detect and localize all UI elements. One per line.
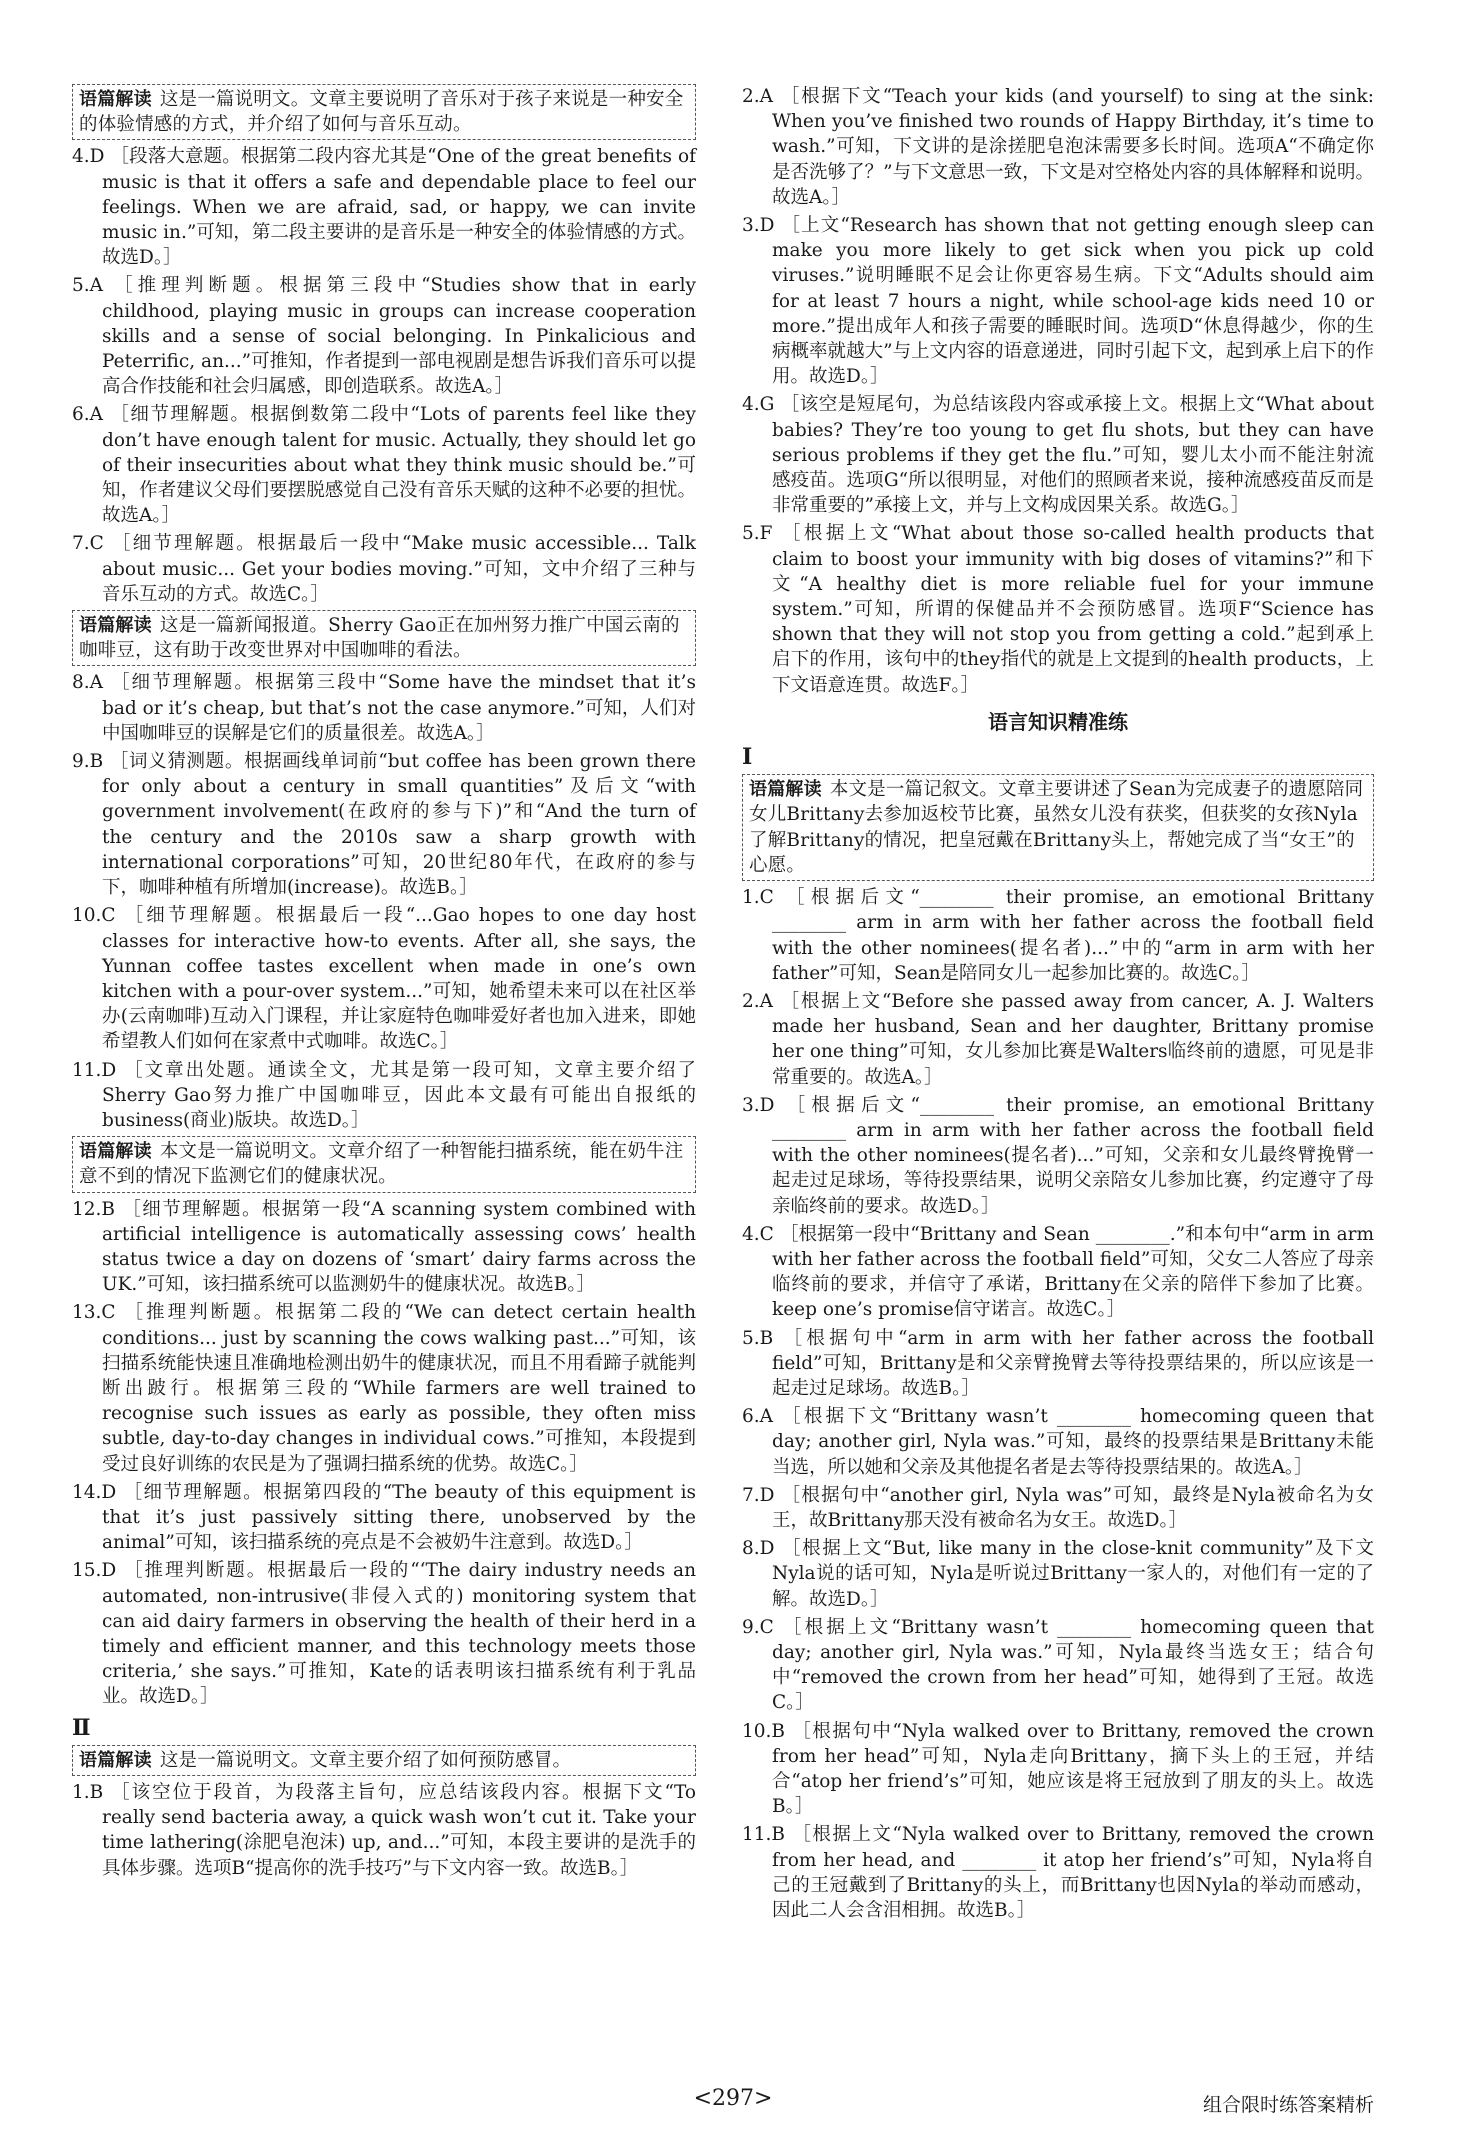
answer-item: 3.D ［根据后文“________ their promise, an emotional Brittany ________ arm in arm with her father across the football field with the other nominees(提名者)...”可知，父亲和女儿最终臂挽臂一起走过足球场，等待投票结果，说明父亲陪女儿参加比赛，约定遵守了母亲临终前的要求。故选D。］: [742, 1094, 1374, 1217]
passage-summary-box: [72, 610, 696, 666]
passage-summary-tag: 语篇解读: [79, 89, 152, 110]
answer-item: 1.B ［该空位于段首，为段落主旨句，应总结该段内容。根据下文“To really send bacteria away, a quick wash won’t cut it. Take your time lathering(涂肥皂泡沫) up, and...”可知，本段主要讲的是洗手的具体步骤。选项B“提高你的洗手技巧”与下文内容一致。故选B。］: [72, 1782, 696, 1879]
answer-item: 4.C ［根据第一段中“Brittany and Sean ________.”和本句中“arm in arm with her father across the football field”可知，父女二人答应了母亲临终前的要求，并信守了承诺，Brittany在父亲的陪伴下参加了比赛。keep one’s promise信守诺言。故选C。］: [742, 1223, 1374, 1321]
passage-summary-tag: 语篇解读: [79, 1749, 152, 1771]
answer-item: 6.A ［细节理解题。根据倒数第二段中“Lots of parents feel like they don’t have enough talent for music. Actually, they should let go of their insecurities about what they think music should be.”可知，作者建议父母们要摆脱感觉自己没有音乐天赋的这种不必要的担忧。故选A。］: [72, 404, 696, 527]
passage-summary-text: 本文是一篇记叙文。文章主要讲述了Sean为完成妻子的遗愿陪同女儿Brittany去参加返校节比赛，虽然女儿没有获奖，但获奖的女孩Nyla了解Brittany的情况，把皇冠戴在Brittany头上，帮她完成了当“女王”的心愿。: [749, 779, 1364, 876]
answer-item: 4.D ［段落大意题。根据第二段内容尤其是“One of the great benefits of music is that it offers a safe and dependable place to feel our feelings. When we are afraid, sad, or happy, we can invite music in.”可知，第二段主要讲的是音乐是一种安全的体验情感的方式。故选D。］: [72, 146, 696, 269]
passage-summary-text: 这是一篇新闻报道。Sherry Gao正在加州努力推广中国云南的咖啡豆，这有助于改变世界对中国咖啡的看法。: [79, 615, 680, 662]
section-number: Ⅰ: [742, 744, 753, 771]
passage-summary-tag: 语篇解读: [749, 779, 822, 801]
answer-item: 9.C ［根据上文“Brittany wasn’t ________ homecoming queen that day; another girl, Nyla was.”可知，Nyla最终当选女王；结合句中“removed the crown from her head”可知，她得到了王冠。故选C。］: [742, 1616, 1374, 1714]
passage-summary-text: 这是一篇说明文。文章主要说明了音乐对于孩子来说是一种安全的体验情感的方式，并介绍了如何与音乐互动。: [79, 89, 684, 136]
answer-item: 10.C ［细节理解题。根据最后一段“...Gao hopes to one day host classes for interactive how-to events. After all, she says, the Yunnan coffee tastes excellent when made in one’s own kitchen with a pour-over system...”可知，她希望未来可以在社区举办(云南咖啡)互动入门课程，并让家庭特色咖啡爱好者也加入进来，即她希望教人们如何在家煮中式咖啡。故选C。］: [72, 905, 696, 1053]
left-column: [72, 84, 696, 1884]
answer-item: 4.G ［该空是短尾句，为总结该段内容或承接上文。根据上文“What about babies? They’re too young to get flu shots, but they can have serious problems if they get the flu.”可知，婴儿太小而不能注射流感疫苗。选项G“所以很明显，对他们的照顾者来说，接种流感疫苗反而是非常重要的”承接上文，并与上文构成因果关系。故选G。］: [742, 394, 1374, 517]
answer-item: 15.D ［推理判断题。根据最后一段的“‘The dairy industry needs an automated, non-intrusive(非侵入式的) monitoring system that can aid dairy farmers in observing the health of their herd in a timely and efficient manner, and this technology meets those criteria,’ she says.”可推知，Kate的话表明该扫描系统有利于乳品业。故选D。］: [72, 1560, 696, 1708]
section-number: Ⅱ: [72, 1714, 91, 1741]
answer-item: 7.D ［根据句中“another girl, Nyla was”可知，最终是Nyla被命名为女王，故Brittany那天没有被命名为女王。故选D。］: [742, 1484, 1374, 1531]
answer-item: 9.B ［词义猜测题。根据画线单词前“but coffee has been grown there for only about a century in small quantities”及后文“with government involvement(在政府的参与下)”和“And the turn of the century and the 2010s saw a sharp growth with international corporations”可知，20世纪80年代，在政府的参与下，咖啡种植有所增加(increase)。故选B。］: [72, 751, 696, 899]
answer-item: 13.C ［推理判断题。根据第二段的“We can detect certain health conditions... just by scanning the cows walking past...”可知，该扫描系统能快速且准确地检测出奶牛的健康状况，而且不用看蹄子就能判断出跛行。根据第三段的“While farmers are well trained to recognise such issues as early as possible, they often miss subtle, day-to-day changes in individual cows.”可推知，本段提到受过良好训练的农民是为了强调扫描系统的优势。故选C。］: [72, 1302, 696, 1475]
answer-item: 8.A ［细节理解题。根据第三段中“Some have the mindset that it’s bad or it’s cheap, but that’s not the case anymore.”可知，人们对中国咖啡豆的误解是它们的质量很差。故选A。］: [72, 672, 696, 744]
answer-item: 11.B ［根据上文“Nyla walked over to Brittany, removed the crown from her head, and ________ it atop her friend’s”可知，Nyla将自己的王冠戴到了Brittany的头上，而Brittany也因Nyla的举动而感动，因此二人会含泪相拥。故选B。］: [742, 1824, 1374, 1922]
passage-summary-text: 本文是一篇说明文。文章介绍了一种智能扫描系统，能在奶牛注意不到的情况下监测它们的健康状况。: [79, 1141, 684, 1188]
right-column: [742, 84, 1374, 1926]
answer-item: 5.B ［根据句中“arm in arm with her father across the football field”可知，Brittany是和父亲臂挽臂去等待投票结果的，所以应该是一起走过足球场。故选B。］: [742, 1327, 1374, 1399]
section-title: 语言知识精准练: [988, 709, 1128, 734]
passage-summary-tag: 语篇解读: [79, 615, 152, 637]
answer-item: 5.F ［根据上文“What about those so-called health products that claim to boost your immunity with big doses of vitamins?”和下文“A healthy diet is more reliable fuel for your immune system.”可知，所谓的保健品并不会预防感冒。选项F“Science has shown that they will not stop you from getting a cold.”起到承上启下的作用，该句中的they指代的就是上文提到的health products，上下文语意连贯。故选F。］: [742, 523, 1374, 696]
answer-item: 2.A ［根据上文“Before she passed away from cancer, A. J. Walters made her husband, Sean and her daughter, Brittany promise her one thing”可知，女儿参加比赛是Walters临终前的遗愿，可见是非常重要的。故选A。］: [742, 990, 1374, 1088]
passage-summary-text: 这是一篇说明文。文章主要介绍了如何预防感冒。: [159, 1749, 572, 1771]
answer-item: 2.A ［根据下文“Teach your kids (and yourself) to sing at the sink: When you’ve finished two rounds of Happy Birthday, it’s time to wash.”可知，下文讲的是涂搓肥皂泡沫需要多长时间。选项A“不确定你是否洗够了？”与下文意思一致，下文是对空格处内容的具体解释和说明。故选A。］: [742, 86, 1374, 208]
answer-item: 14.D ［细节理解题。根据第四段的“The beauty of this equipment is that it’s just passively sitting there, unobserved by the animal”可知，该扫描系统的亮点是不会被奶牛注意到。故选D。］: [72, 1481, 696, 1554]
answer-item: 11.D ［文章出处题。通读全文，尤其是第一段可知，文章主要介绍了Sherry Gao努力推广中国咖啡豆，因此本文最有可能出自报纸的business(商业)版块。故选D。］: [72, 1059, 696, 1131]
footer-label: 组合限时练答案精析: [1202, 2094, 1374, 2116]
passage-summary-tag: 语篇解读: [79, 1141, 152, 1163]
answer-item: 10.B ［根据句中“Nyla walked over to Brittany, removed the crown from her head”可知，Nyla走向Brittany，摘下头上的王冠，并结合“atop her friend’s”可知，她应该是将王冠放到了朋友的头上。故选B。］: [742, 1720, 1374, 1818]
answer-item: 5.A ［推理判断题。根据第三段中“Studies show that in early childhood, playing music in groups can increase cooperation skills and a sense of social belonging. In Pinkalicious and Peterrific, an...”可推知，作者提到一部电视剧是想告诉我们音乐可以提高合作技能和社会归属感，即创造联系。故选A。］: [72, 275, 696, 398]
answer-item: 8.D ［根据上文“But, like many in the close-knit community”及下文Nyla说的话可知，Nyla是听说过Brittany一家人的，对他们有一定的了解。故选D。］: [742, 1538, 1374, 1610]
answer-item: 7.C ［细节理解题。根据最后一段中“Make music accessible... Talk about music... Get your bodies moving.”可知，文中介绍了三种与音乐互动的方式。故选C。］: [72, 533, 696, 605]
answer-item: 3.D ［上文“Research has shown that not getting enough sleep can make you more likely to get sick when you pick up cold viruses.”说明睡眠不足会让你更容易生病。下文“Adults should aim for at least 7 hours a night, while school-age kids need 10 or more.”提出成年人和孩子需要的睡眠时间。选项D“休息得越少，你的生病概率就越大”与上文内容的语意递进，同时引起下文，起到承上启下的作用。故选D。］: [742, 215, 1374, 388]
page-number: <297>: [693, 2086, 773, 2111]
answer-item: 12.B ［细节理解题。根据第一段“A scanning system combined with artificial intelligence is automatically assessing cows’ health status twice a day on dozens of ‘smart’ dairy farms across the UK.”可知，该扫描系统可以监测奶牛的健康状况。故选B。］: [72, 1198, 696, 1296]
passage-summary-box: [742, 774, 1374, 881]
passage-summary-box: [72, 1136, 696, 1192]
answer-item: 1.C ［根据后文“________ their promise, an emotional Brittany ________ arm in arm with her father across the football field with the other nominees(提名者)...”中的“arm in arm with her father”可知，Sean是陪同女儿一起参加比赛的。故选C。］: [742, 887, 1374, 984]
passage-summary-box: [72, 84, 696, 140]
answer-item: 6.A ［根据下文“Brittany wasn’t ________ homecoming queen that day; another girl, Nyla was.”可知，最终的投票结果是Brittany未能当选，所以她和父亲及其他提名者是去等待投票结果的。故选A。］: [742, 1406, 1374, 1478]
passage-summary-box: [72, 1745, 696, 1776]
